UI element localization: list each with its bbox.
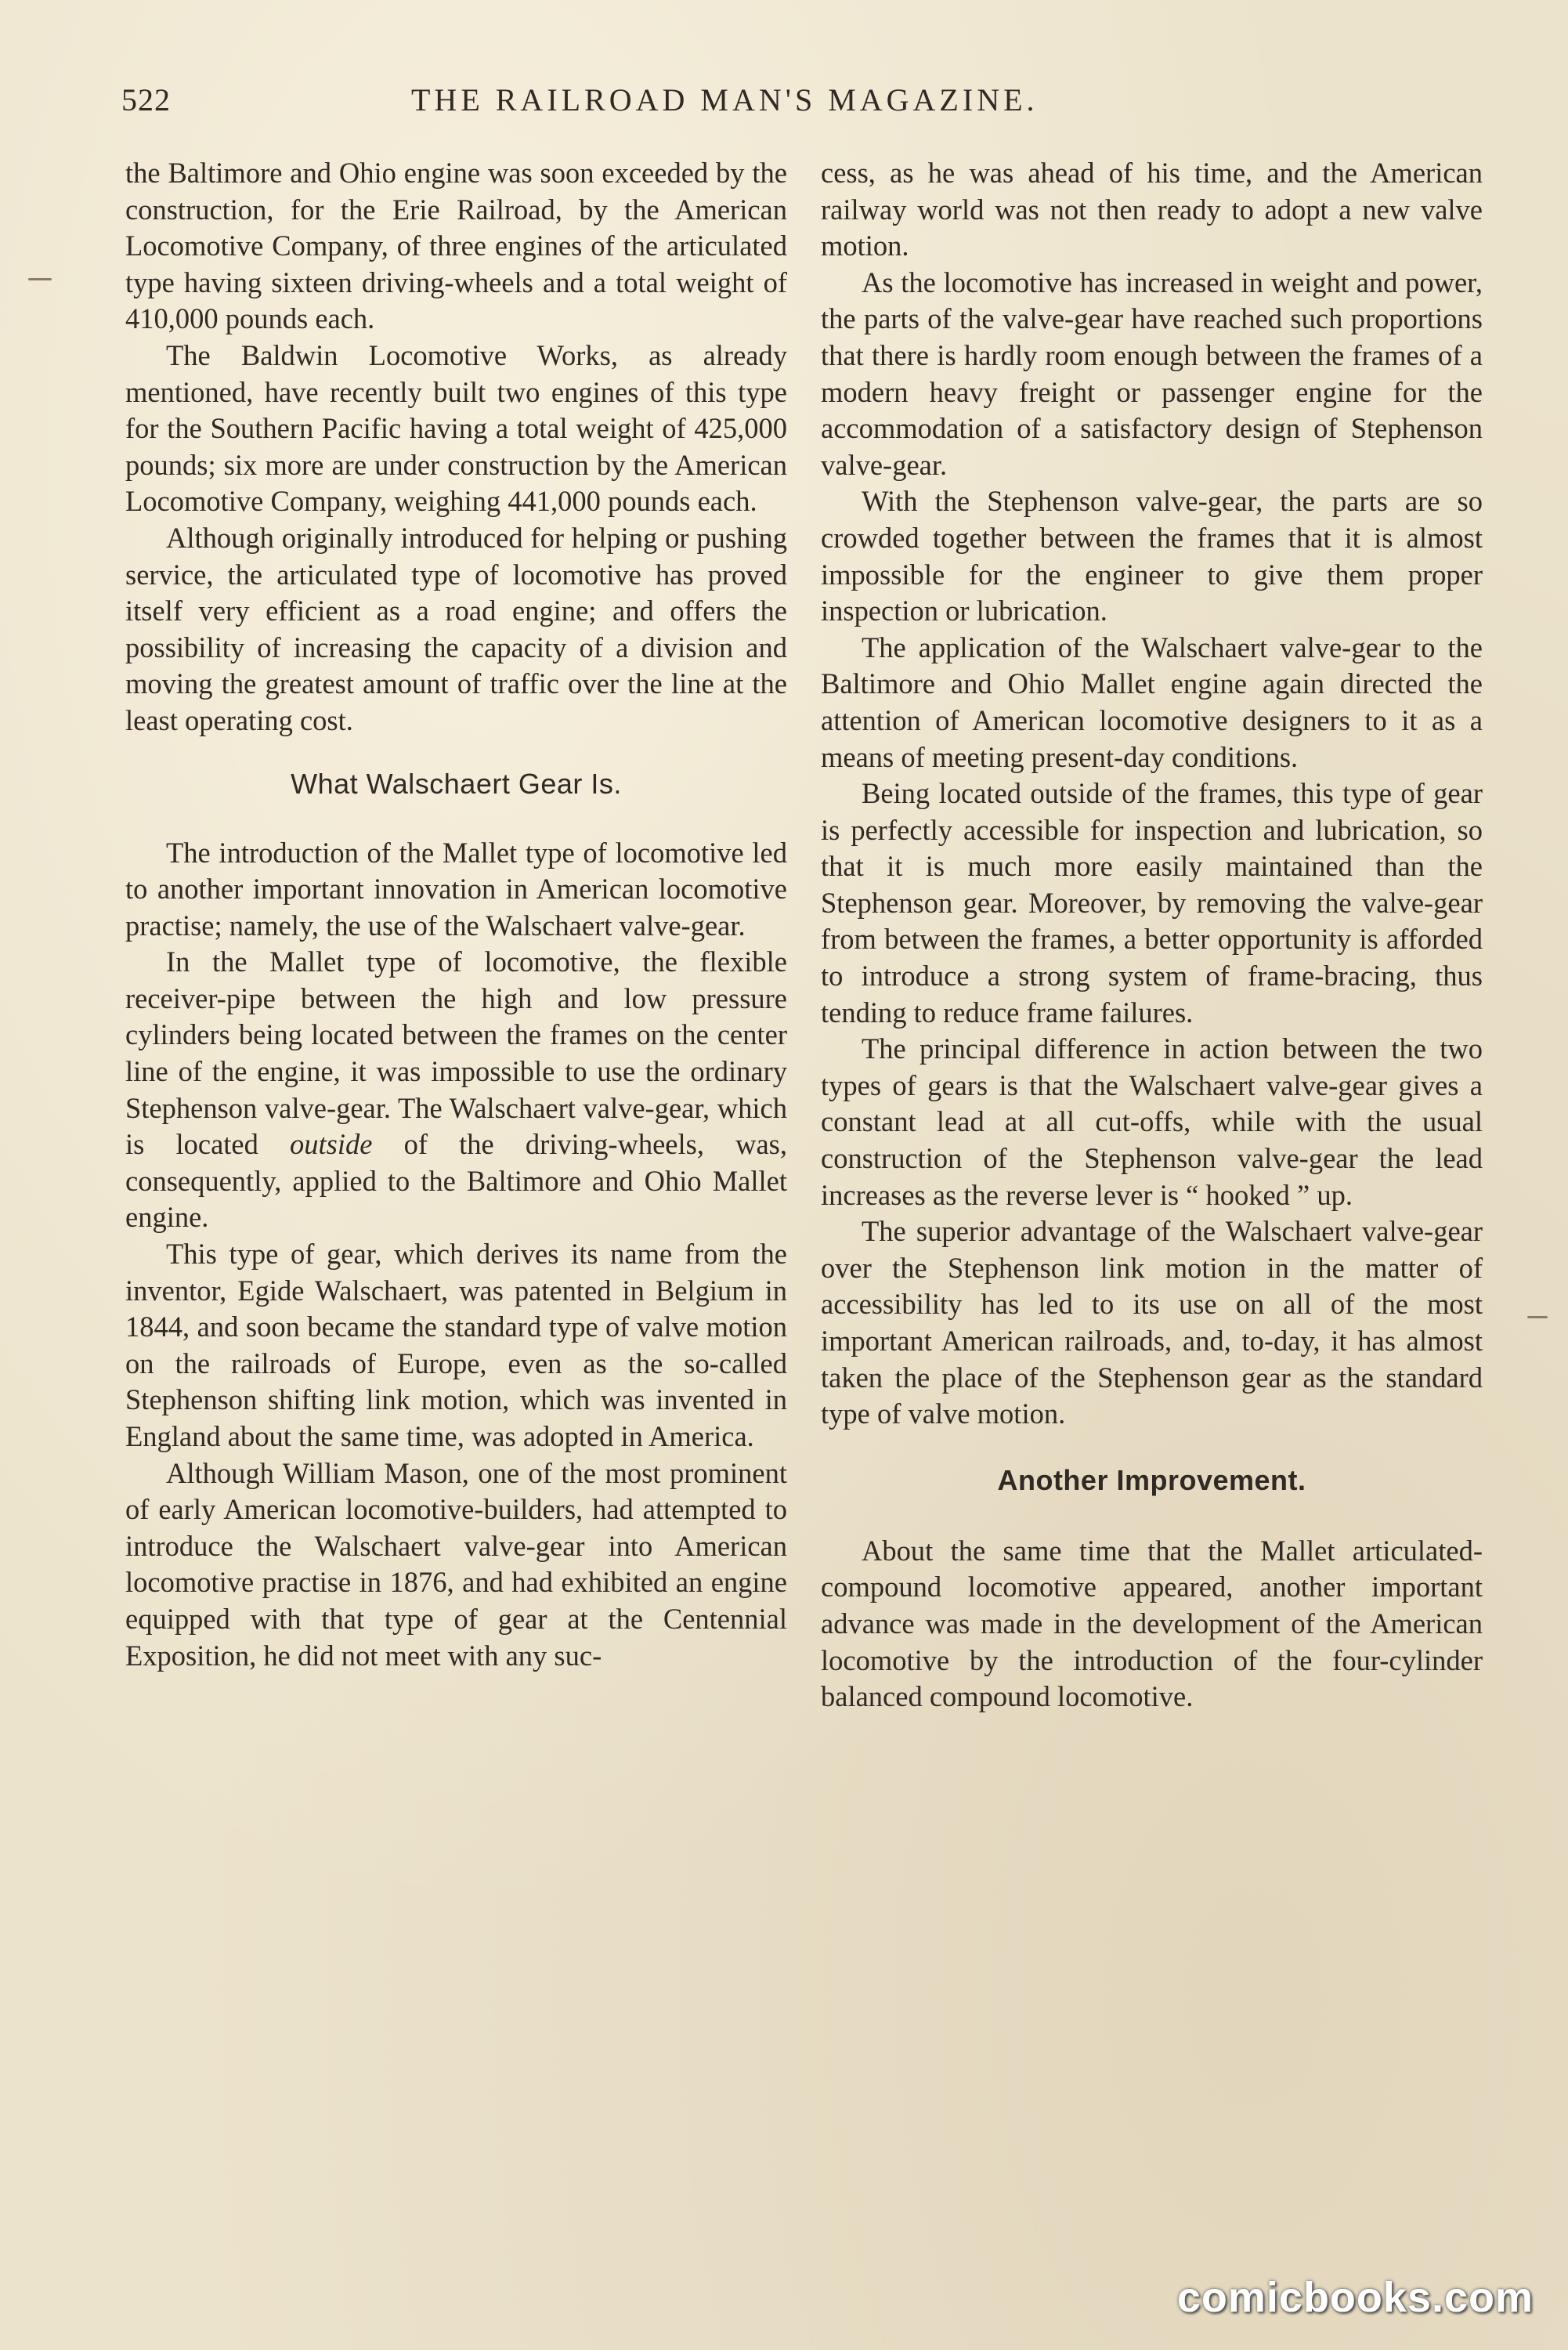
paragraph: The introduction of the Mallet type of locomotive led to another important innovation in American locomotive practise; namely, the use of the Walschaert valve-gear. (125, 836, 787, 942)
running-title: THE RAILROAD MAN'S MAGAZINE. (411, 82, 1039, 118)
paragraph: With the Stephenson valve-gear, the parts are so crowded together between the frames that it is almost impossible for the engineer to give them proper inspection or lubrication. (821, 485, 1483, 627)
right-column (821, 155, 1483, 1716)
paragraph: Although William Mason, one of the most prominent of early American locomotive-builders, had attempted to introduce the Walschaert valve-gear into American locomotive practise in 1876, and had exhibited an engine equipped with that type of gear at the Centennial Exposition, he did not meet with any suc- (125, 1456, 787, 1672)
paragraph: As the locomotive has increased in weight and power, the parts of the valve-gear have reached such proportions that there is hardly room enough between the frames of a modern heavy freight or passenger engine for the accommodation of a satisfactory design of Stephenson valve-gear. (821, 266, 1483, 481)
page-header (121, 81, 1484, 128)
paragraph: The application of the Walschaert valve-gear to the Baltimore and Ohio Mallet engine again directed the attention of American locomotive designers to it as a means of meeting present-day conditions. (821, 631, 1483, 773)
paragraph: This type of gear, which derives its name from the inventor, Egide Walschaert, was patented in Belgium in 1844, and soon became the standard type of valve motion on the railroads of Europe, even as the so-called Stephenson shifting link motion, which was invented in England about the same time, was adopted in America. (125, 1238, 787, 1452)
text-run: In the Mallet type of locomotive, the flexible receiver-pipe between the high and low pressure cylinders being located between the frames on the center line of the engine, it was impossible to use the ordinary Stephenson valve-gear. The Walschaert valve-gear, which is located (125, 945, 787, 1161)
text-run: of the driving-wheels, was, consequently, applied to the Baltimore and Ohio Mallet engine. (125, 1128, 787, 1234)
paragraph: The Baldwin Locomotive Works, as already mentioned, have recently built two engines of this type for the Southern Pacific having a total weight of 425,000 pounds; six more are under construction by the American Locomotive Company, weighing 441,000 pounds each. (125, 338, 787, 518)
paragraph: The superior advantage of the Walschaert valve-gear over the Stephenson link motion in the matter of accessibility has led to its use on all of the most important American railroads, and, to-day, it has almost taken the place of the Stephenson gear as the standard type of valve motion. (821, 1215, 1483, 1430)
section-heading: Another Improvement. (997, 1463, 1306, 1496)
paragraph: The principal difference in action between the two types of gears is that the Walschaert valve-gear gives a constant lead at all cut-offs, while with the usual construction of the Stephenson valve-gear the lead increases as the reverse lever is “ hooked ” up. (821, 1032, 1483, 1211)
left-column (125, 155, 787, 1674)
paragraph: Being located outside of the frames, this type of gear is perfectly accessible for inspection and lubrication, so that it is much more easily maintained than the Stephenson gear. Moreover, by removing the valve-gear from between the frames, a better opportunity is afforded to introduce a strong system of frame-bracing, thus tending to reduce frame failures. (821, 777, 1483, 1029)
paragraph: Although originally introduced for helping or pushing service, the articulated type of locomotive has proved itself very efficient as a road engine; and offers the possibility of increasing the capacity of a division and moving the greatest amount of traffic over the line at the least operating cost. (125, 521, 787, 736)
margin-mark (28, 278, 52, 280)
margin-mark (1527, 1316, 1548, 1318)
paragraph: About the same time that the Mallet articulated-compound locomotive appeared, another important advance was made in the development of the American locomotive by the introduction of the four-cylinder balanced compound locomotive. (821, 1534, 1483, 1713)
page-number: 522 (121, 82, 171, 118)
watermark: comicbooks.com (1176, 2274, 1534, 2321)
italic-text: outside (290, 1128, 373, 1161)
section-heading: What Walschaert Gear Is. (291, 767, 622, 800)
paragraph: the Baltimore and Ohio engine was soon exceeded by the construction, for the Erie Railroad, by the American Locomotive Company, of three engines of the articulated type having sixteen driving-wheels and a total weight of 410,000 pounds each. (125, 157, 787, 335)
paragraph (125, 944, 787, 1236)
paragraph: cess, as he was ahead of his time, and the American railway world was not then ready to adopt a new valve motion. (821, 157, 1483, 262)
